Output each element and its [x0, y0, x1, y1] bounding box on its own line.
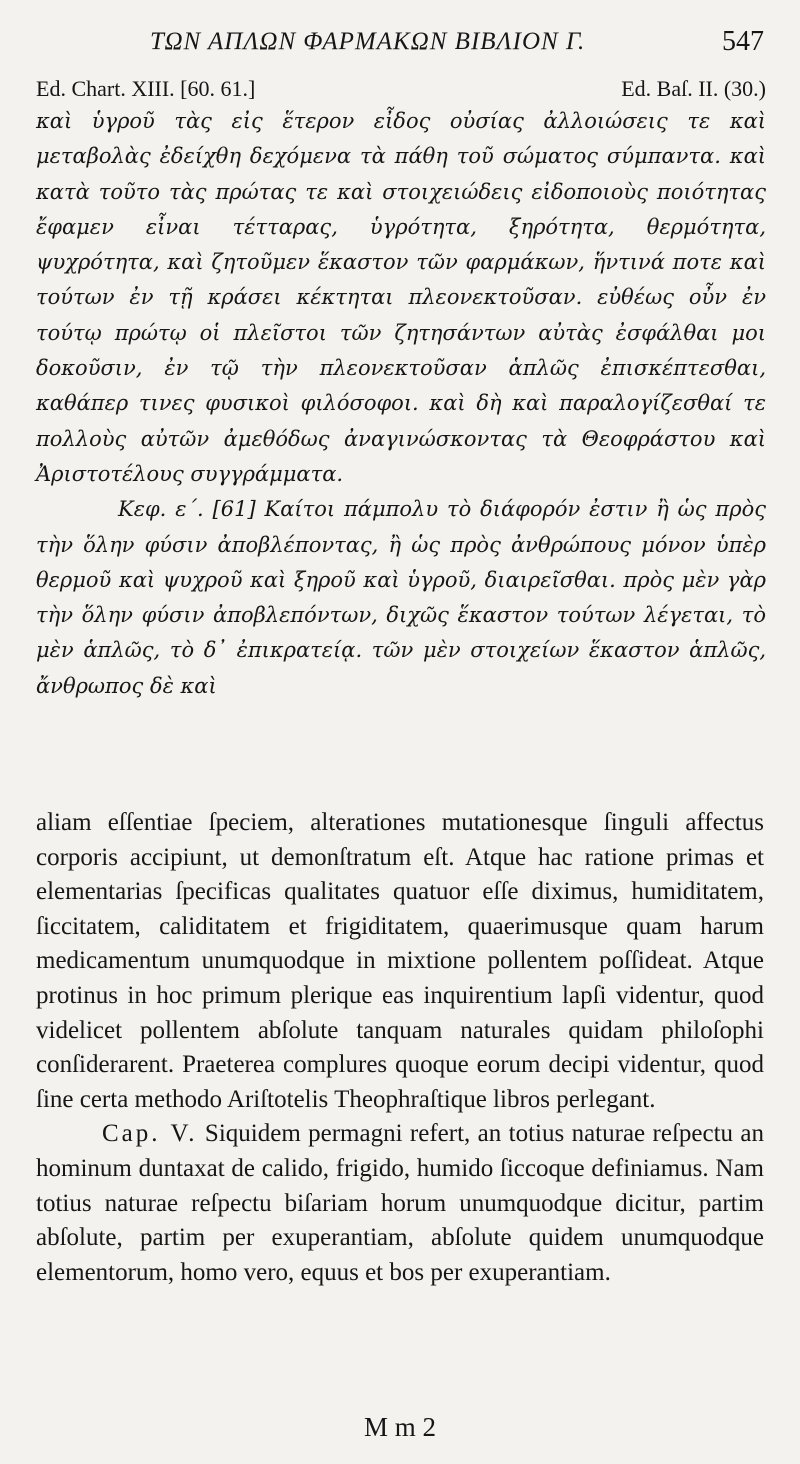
latin-chapter-paragraph	[36, 1117, 764, 1290]
greek-chapter-label: Κεφ. ε΄.	[118, 497, 204, 522]
latin-chapter-label: Cap. V.	[102, 1120, 198, 1148]
page-number: 547	[722, 26, 764, 57]
greek-text-column	[36, 104, 766, 704]
greek-chapter-paragraph	[36, 492, 766, 704]
signature-mark: M m 2	[363, 1412, 436, 1442]
greek-paragraph: καὶ ὑγροῦ τὰς εἰς ἕτερον εἶδος οὐσίας ἀλλοιώσεις τε καὶ μεταβολὰς ἐδείχθη δεχόμενα τὰ πάθη τοῦ σώματος σύμπαντα. καὶ κατὰ τοῦτο τὰς πρώτας τε καὶ στοιχειώδεις εἰδοποιοὺς ποιότητας ἔφαμεν εἶναι τέτταρας, ὑγρότητα, ξηρότητα, θερμότητα, ψυχρότητα, καὶ ζητοῦμεν ἕκαστον τῶν φαρμάκων, ἥντινά ποτε καὶ τούτων ἐν τῇ κράσει κέκτηται πλεονεκτοῦσαν. εὐθέως οὖν ἐν τούτῳ πρώτῳ οἱ πλεῖστοι τῶν ζητησάντων αὐτὰς ἐσφάλθαι μοι δοκοῦσιν, ἐν τῷ τὴν πλεονεκτοῦσαν ἁπλῶς ἐπισκέπτεσθαι, καθάπερ τινες φυσικοὶ φιλόσοφοι. καὶ δὴ καὶ παραλογίζεσθαί τε πολλοὺς αὐτῶν ἀμεθόδως ἀναγινώσκοντας τὰ Θεοφράστου καὶ Ἀριστοτέλους συγγράμματα.	[36, 109, 766, 486]
running-title: ΤΩΝ ΑΠΛΩΝ ΦΑΡΜΑΚΩΝ ΒΙΒΛΙΟΝ Γ.	[150, 28, 586, 55]
latin-paragraph: aliam eſſentiae ſpeciem, alterationes mutationesque ſinguli affectus corporis accipiunt, ut demonſtratum eſt. Atque hac ratione primas et elementarias ſpecificas qualitates quatuor eſſe diximus, humiditatem, ſiccitatem, caliditatem et frigiditatem, quaerimusque quam harum medicamentum unumquodque in mixtione pollentem poſſideat. Atque protinus in hoc primum plerique eas inquirentium lapſi videntur, quod videlicet pollentem abſolute tanquam naturales quidam philoſophi conſiderarent. Praeterea complures quoque eorum decipi videntur, quod ſine certa methodo Ariſtotelis Theophraſtique libros perlegant.	[36, 809, 764, 1113]
edition-reference-basel: Ed. Baſ. II. (30.)	[621, 76, 766, 101]
greek-chapter-text: [61] Καίτοι πάμπολυ τὸ διάφορόν ἐστιν ἢ ὡς πρὸς τὴν ὅλην φύσιν ἀποβλέποντας, ἢ ὡς πρὸς ἀνθρώπους μόνον ὑπὲρ θερμοῦ καὶ ψυχροῦ καὶ ξηροῦ καὶ ὑγροῦ, διαιρεῖσθαι. πρὸς μὲν γὰρ τὴν ὅλην φύσιν ἀποβλεπόντων, διχῶς ἕκαστον τούτων λέγεται, τὸ μὲν ἁπλῶς, τὸ δ᾽ ἐπικρατείᾳ. τῶν μὲν στοιχείων ἕκαστον ἁπλῶς, ἄνθρωπος δὲ καὶ	[36, 497, 766, 698]
edition-reference-chartier: Ed. Chart. XIII. [60. 61.]	[36, 76, 256, 101]
edition-references	[36, 76, 766, 106]
latin-text-column	[36, 806, 764, 1290]
latin-chapter-text: Siquidem permagni refert, an totius naturae reſpectu an hominum duntaxat de calido, frigido, humido ſiccoque definiamus. Nam totius naturae reſpectu biſariam horum unumquodque dicitur, partim abſolute, partim per exuperantiam, abſolute quidem unumquodque elementorum, homo vero, equus et bos per exuperantiam.	[36, 1120, 765, 1286]
